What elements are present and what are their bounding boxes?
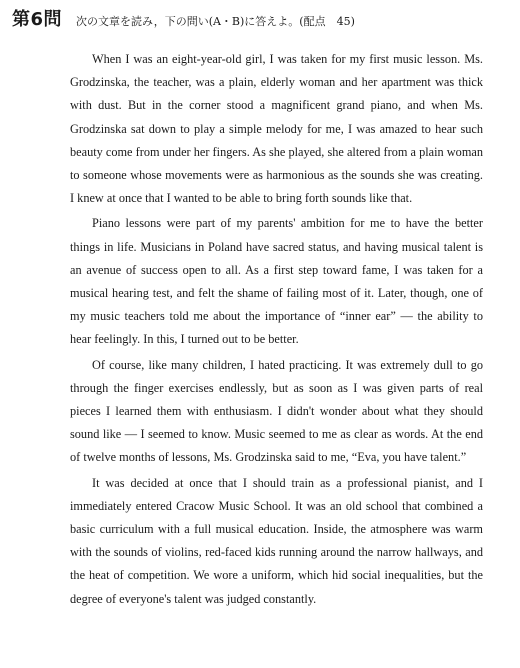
paragraph-1: When I was an eight-year-old girl, I was taken for my first music lesson. Ms. Grodzinska, the teacher, was a plain, elderly woman and her apartment was thick with dust. But in the corner stood a magnificent grand piano, and when Ms. Grodzinska sat down to play a simple melody for me, I was amazed to hear such beauty come from under her fingers. As she played, she altered from a plain woman to someone whose movements were as harmonious as the sounds she was creating. I knew at once that I wanted to be able to bring forth sounds like that. bbox=[70, 52, 483, 206]
paragraph-3: Of course, like many children, I hated practicing. It was extremely dull to go through the finger exercises endlessly, but as soon as I was given parts of real pieces I learned them with enthusiasm. I didn't wonder about what they should sound like — I seemed to know. Music seemed to me as clear as words. At the end of twelve months of lessons, Ms. Grodzinska said to me, “Eva, you have talent.” bbox=[70, 357, 483, 465]
paragraph-2: Piano lessons were part of my parents' ambition for me to have the better things in life. Musicians in Poland have sacred status, and having musical talent is an avenue of success open to all. As a first step toward fame, I was taken for a musical hearing test, and felt the shame of failing most of it. Later, though, one of my music teachers told me about the importance of “inner ear” — the ability to hear feelingly. In this, I turned out to be better. bbox=[70, 216, 483, 347]
paragraph-4: It was decided at once that I should train as a professional pianist, and I immediately entered Cracow Music School. It was an old school that combined a basic curriculum with a full musical education. Inside, the atmosphere was warm with the sounds of violins, red-faced kids running around the narrow hallways, and the heat of competition. We wore a uniform, which hid social inequalities, but the degree of everyone's talent was judged constantly. bbox=[70, 475, 483, 606]
question-instruction: 次の文章を読み，下の問い(A・B)に答えよ。(配点 45) bbox=[76, 15, 355, 28]
passage bbox=[70, 48, 483, 611]
question-header bbox=[12, 5, 355, 31]
question-number: 第6問 bbox=[12, 9, 63, 30]
